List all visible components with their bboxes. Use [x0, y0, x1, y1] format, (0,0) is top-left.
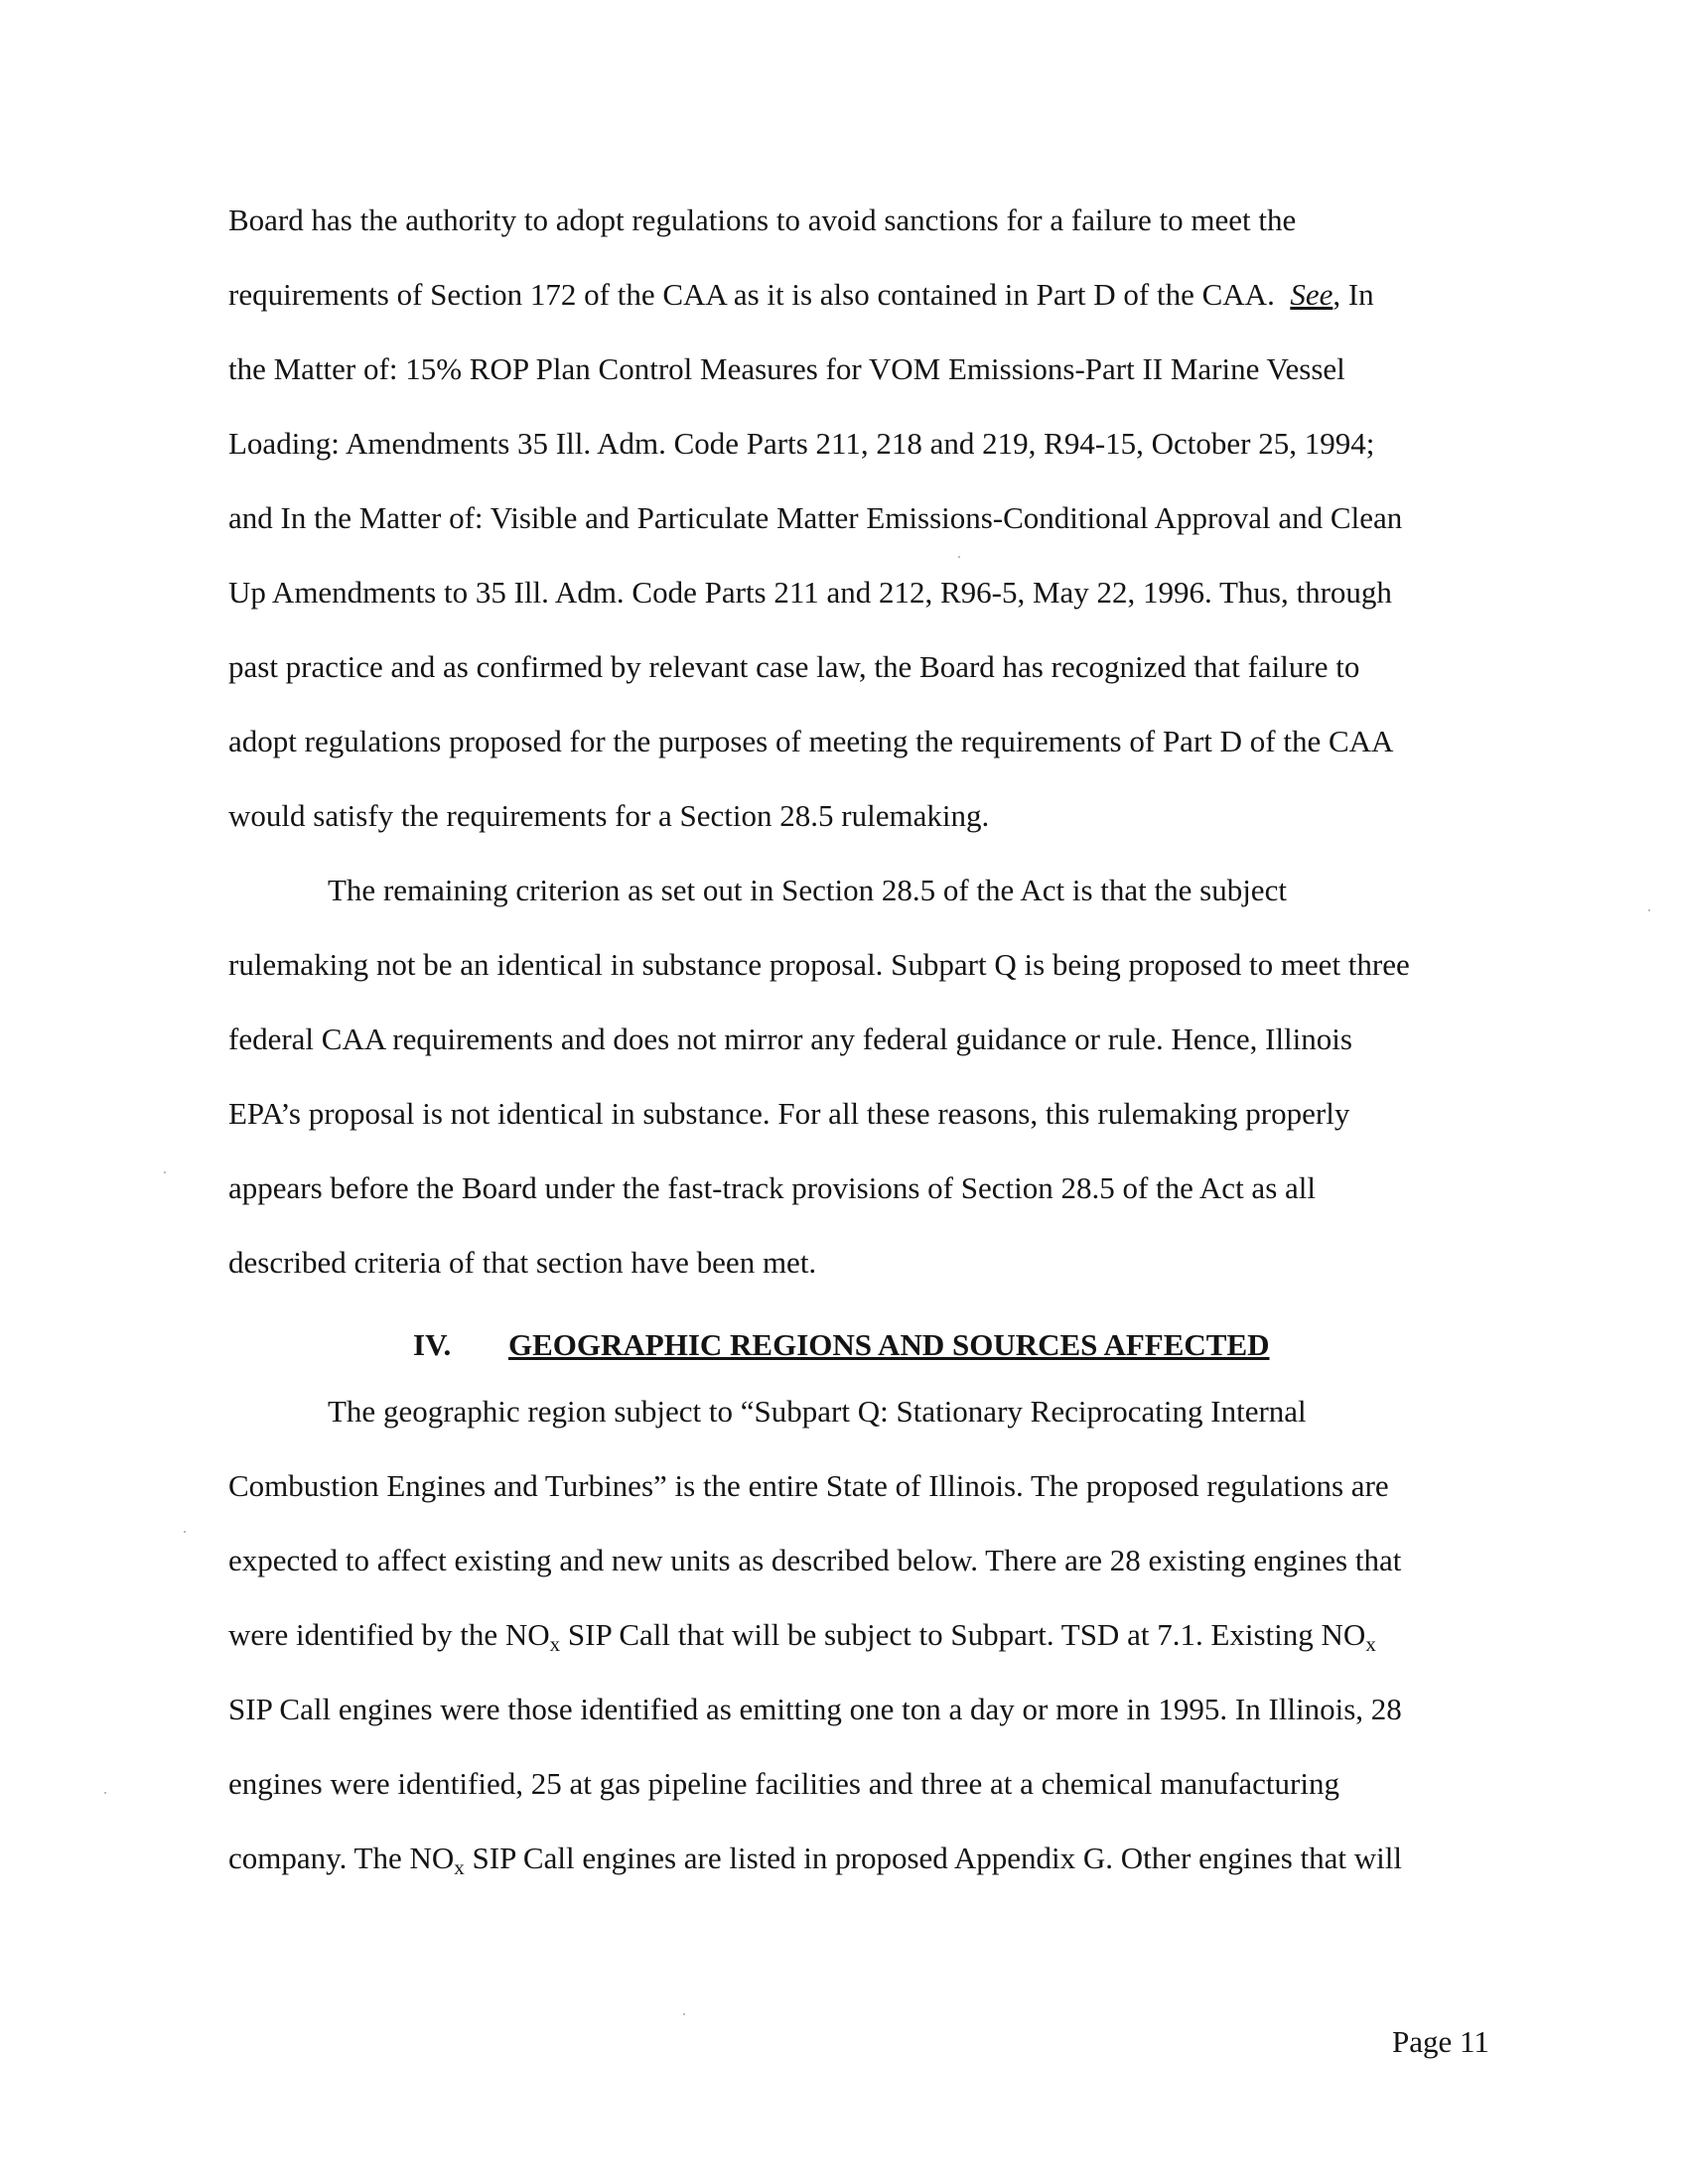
paragraph-3-line-1: The geographic region subject to “Subpart Q: Stationary Reciprocating Internal	[328, 1394, 1307, 1429]
nox-subscript: x	[454, 1855, 465, 1879]
paragraph-3-line-6: engines were identified, 25 at gas pipeline facilities and three at a chemical manufacturing	[228, 1766, 1339, 1801]
paragraph-3-line-4-text-b: SIP Call that will be subject to Subpart. TSD at 7.1. Existing NO	[560, 1617, 1366, 1652]
paragraph-3-line-4	[228, 1615, 1376, 1655]
paragraph-2-line-6: described criteria of that section have been met.	[228, 1245, 817, 1280]
paragraph-2-line-4: EPA’s proposal is not identical in substance. For all these reasons, this rulemaking properly	[228, 1096, 1350, 1131]
scan-speck	[164, 1171, 166, 1173]
paragraph-2-line-1: The remaining criterion as set out in Section 28.5 of the Act is that the subject	[328, 873, 1287, 907]
nox-subscript: x	[1365, 1632, 1376, 1656]
see-citation-tail: , In	[1333, 277, 1374, 312]
paragraph-1-line-7: past practice and as confirmed by relevant case law, the Board has recognized that failure to	[228, 649, 1360, 684]
paragraph-1-line-8: adopt regulations proposed for the purposes of meeting the requirements of Part D of the CAA	[228, 724, 1394, 758]
paragraph-1-line-4: Loading: Amendments 35 Ill. Adm. Code Parts 211, 218 and 219, R94-15, October 25, 1994;	[228, 426, 1375, 461]
paragraph-1-line-6: Up Amendments to 35 Ill. Adm. Code Parts 211 and 212, R96-5, May 22, 1996. Thus, through	[228, 575, 1392, 610]
paragraph-3-line-5: SIP Call engines were those identified as emitting one ton a day or more in 1995. In Illinois, 28	[228, 1692, 1402, 1726]
section-title: GEOGRAPHIC REGIONS AND SOURCES AFFECTED	[508, 1327, 1270, 1362]
scan-speck	[184, 1531, 186, 1533]
paragraph-3-line-4-text-a: were identified by the NO	[228, 1617, 550, 1652]
section-number: IV.	[413, 1327, 452, 1362]
paragraph-3-line-2: Combustion Engines and Turbines” is the entire State of Illinois. The proposed regulations are	[228, 1468, 1389, 1503]
paragraph-3-line-7	[228, 1839, 1402, 1878]
paragraph-2-line-5: appears before the Board under the fast-track provisions of Section 28.5 of the Act as all	[228, 1170, 1316, 1205]
scan-speck	[104, 1792, 106, 1794]
paragraph-1-line-2-text: requirements of Section 172 of the CAA as it is also contained in Part D of the CAA.	[228, 277, 1275, 312]
paragraph-3-line-7-text-a: company. The NO	[228, 1841, 455, 1875]
paragraph-1-line-1: Board has the authority to adopt regulations to avoid sanctions for a failure to meet the	[228, 203, 1297, 237]
paragraph-2-line-2: rulemaking not be an identical in substance proposal. Subpart Q is being proposed to meet three	[228, 947, 1410, 982]
paragraph-1-line-9: would satisfy the requirements for a Section 28.5 rulemaking.	[228, 798, 990, 833]
nox-subscript: x	[549, 1632, 561, 1656]
scan-speck	[683, 2013, 685, 2015]
paragraph-2-line-3: federal CAA requirements and does not mirror any federal guidance or rule. Hence, Illinois	[228, 1022, 1352, 1056]
paragraph-3-line-3: expected to affect existing and new units as described below. There are 28 existing engines that	[228, 1543, 1402, 1577]
paragraph-1-line-5: and In the Matter of: Visible and Particulate Matter Emissions-Conditional Approval and Clean	[228, 500, 1403, 535]
paragraph-1-line-2	[228, 275, 1374, 315]
paragraph-1-line-3: the Matter of: 15% ROP Plan Control Measures for VOM Emissions-Part II Marine Vessel	[228, 351, 1345, 386]
scan-speck	[1648, 909, 1650, 911]
page-number: Page 11	[1392, 2024, 1489, 2059]
scan-speck	[958, 556, 960, 558]
see-citation-signal: See	[1290, 277, 1333, 312]
paragraph-3-line-7-text-b: SIP Call engines are listed in proposed Appendix G. Other engines that will	[464, 1841, 1402, 1875]
section-heading	[413, 1325, 1270, 1365]
